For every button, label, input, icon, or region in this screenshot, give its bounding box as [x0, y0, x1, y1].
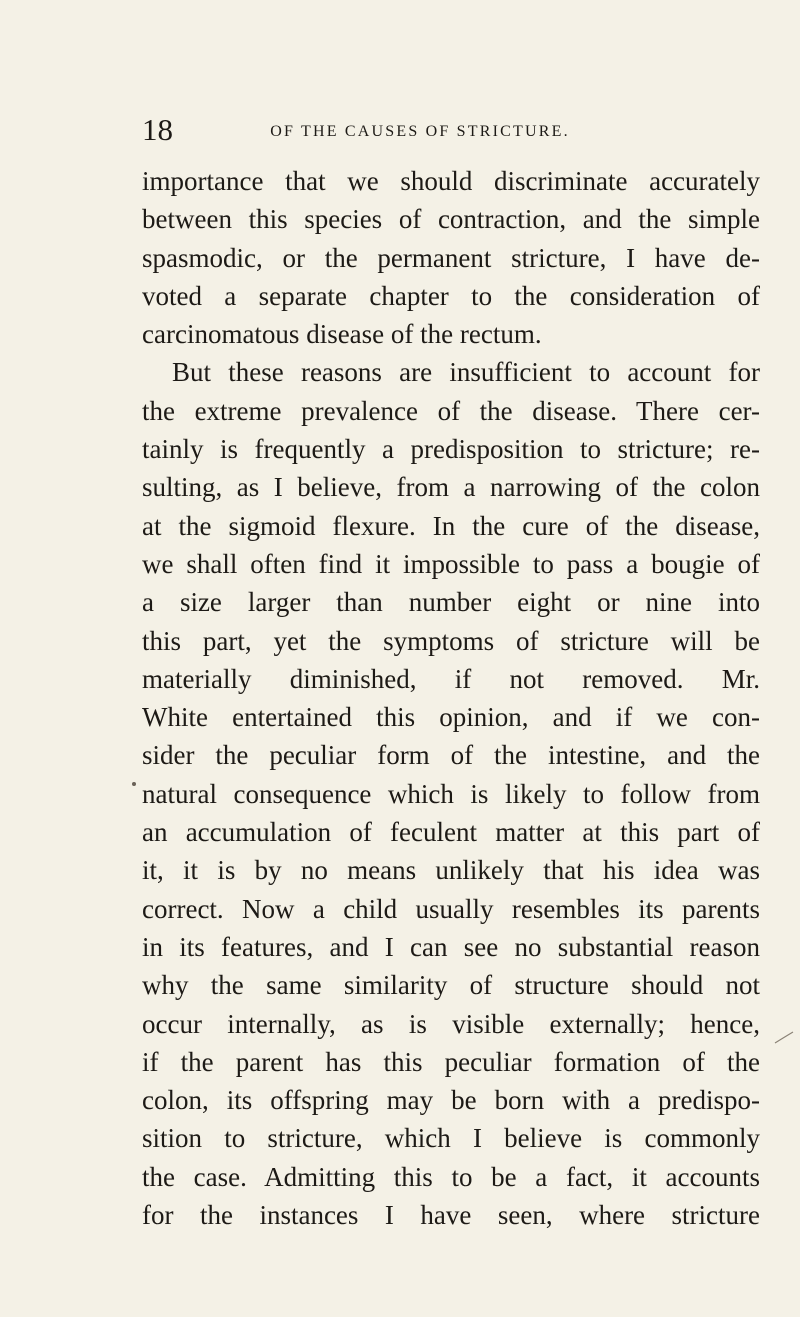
- text-line: sition to stricture, which I believe is commonly: [142, 1123, 760, 1154]
- text-line: in its features, and I can see no substantial reason: [142, 931, 760, 962]
- text-line: natural consequence which is likely to follow from: [142, 778, 760, 809]
- text-line: importance that we should discriminate accurately: [142, 166, 760, 196]
- text-line: why the same similarity of structure should not: [142, 970, 760, 1001]
- text-line: occur internally, as is visible externally; hence,: [142, 1008, 760, 1039]
- text-line: correct. Now a child usually resembles its parents: [142, 893, 760, 924]
- text-line: between this species of contraction, and the simple: [142, 204, 760, 235]
- text-line: the case. Admitting this to be a fact, it accounts: [142, 1161, 760, 1192]
- text-line: sulting, as I believe, from a narrowing of the colon: [142, 472, 760, 503]
- text-line: this part, yet the symptoms of stricture will be: [142, 625, 760, 656]
- text-line: White entertained this opinion, and if we con-: [142, 702, 760, 733]
- text-line: spasmodic, or the permanent stricture, I have de-: [142, 242, 760, 273]
- page-header: [0, 112, 800, 152]
- text-line: at the sigmoid flexure. In the cure of the disease,: [142, 510, 760, 541]
- text-line: if the parent has this peculiar formation of the: [142, 1046, 760, 1077]
- text-line: sider the peculiar form of the intestine, and the: [142, 740, 760, 771]
- text-line: for the instances I have seen, where stricture: [142, 1200, 760, 1231]
- running-head: OF THE CAUSES OF STRICTURE.: [270, 123, 570, 140]
- text-line: it, it is by no means unlikely that his idea was: [142, 855, 760, 886]
- margin-pencil-mark: [774, 1031, 794, 1045]
- body-text: [142, 162, 760, 1234]
- text-line: a size larger than number eight or nine into: [142, 587, 760, 618]
- text-line: But these reasons are insufficient to account for: [172, 357, 760, 388]
- text-line: voted a separate chapter to the consideration of: [142, 280, 760, 311]
- text-line: carcinomatous disease of the rectum.: [142, 319, 542, 350]
- text-line: an accumulation of feculent matter at this part of: [142, 817, 760, 848]
- text-line: materially diminished, if not removed. Mr.: [142, 663, 760, 694]
- text-line: tainly is frequently a predisposition to stricture; re-: [142, 434, 760, 465]
- text-line: we shall often find it impossible to pass a bougie of: [142, 548, 760, 579]
- text-line: the extreme prevalence of the disease. There cer-: [142, 395, 760, 426]
- page-number: 18: [142, 112, 173, 147]
- ink-speck: [132, 782, 136, 786]
- text-line: colon, its offspring may be born with a predispo-: [142, 1085, 760, 1116]
